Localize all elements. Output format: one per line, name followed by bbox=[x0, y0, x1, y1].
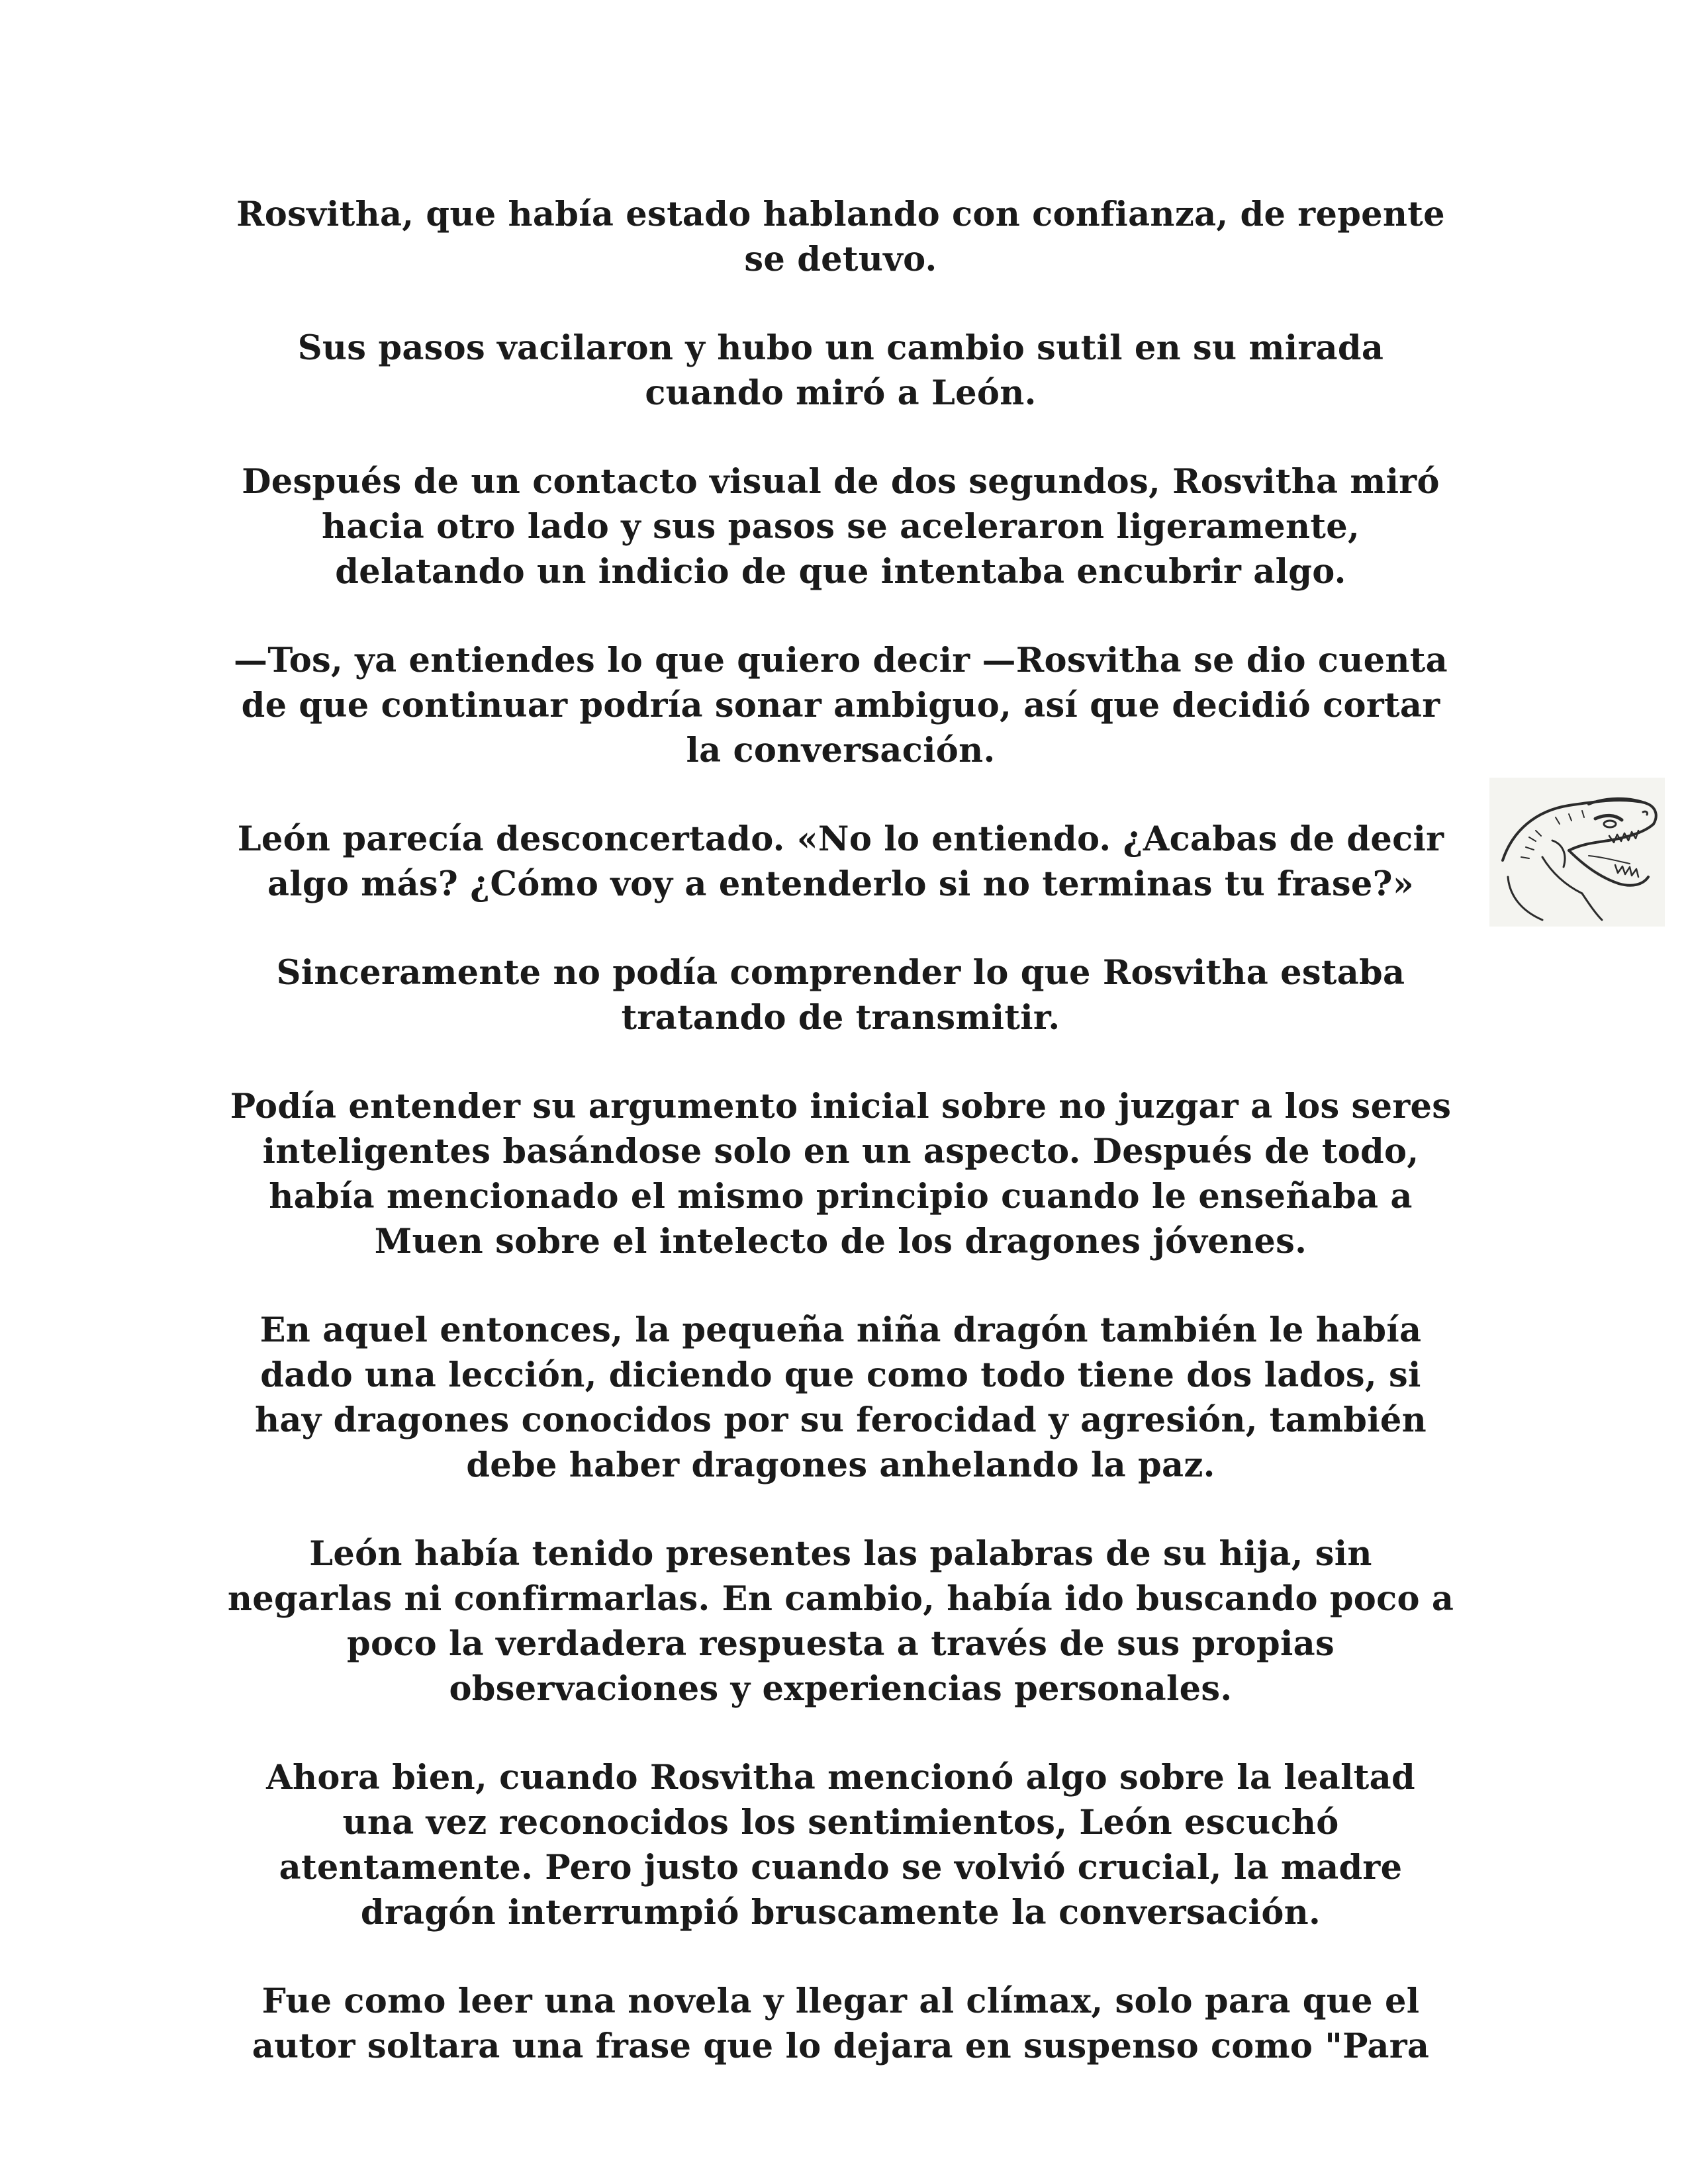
dragon-head-sketch-icon bbox=[1489, 778, 1665, 927]
paragraph-11: Fue como leer una novela y llegar al clímax, solo para que el autor soltara una frase que lo dejara en suspenso como "Para bbox=[252, 1981, 1430, 2066]
paragraph-1: Rosvitha, que había estado hablando con confianza, de repente se detuvo. bbox=[236, 195, 1445, 279]
document-body bbox=[225, 192, 1456, 2113]
paragraph-9: León había tenido presentes las palabras de su hija, sin negarlas ni confirmarlas. En cambio, había ido buscando poco a poco la verdadera respuesta a través de sus propias observaciones y experiencias personales. bbox=[227, 1534, 1454, 1709]
paragraph-10: Ahora bien, cuando Rosvitha mencionó algo sobre la lealtad una vez reconocidos los sentimientos, León escuchó atentamente. Pero justo cuando se volvió crucial, la madre dragón interrumpió bruscamente la conversación. bbox=[266, 1758, 1415, 1933]
paragraph-6: Sinceramente no podía comprender lo que Rosvitha estaba tratando de transmitir. bbox=[276, 953, 1405, 1038]
paragraph-5: León parecía desconcertado. «No lo entiendo. ¿Acabas de decir algo más? ¿Cómo voy a entenderlo si no terminas tu frase?» bbox=[237, 819, 1444, 904]
paragraph-8: En aquel entonces, la pequeña niña dragón también le había dado una lección, diciendo que como todo tiene dos lados, si hay dragones conocidos por su ferocidad y agresión, también debe haber dragones anhelando la paz. bbox=[254, 1310, 1427, 1485]
paragraph-3: Después de un contacto visual de dos segundos, Rosvitha miró hacia otro lado y sus pasos se aceleraron ligeramente, delatando un indicio de que intentaba encubrir algo. bbox=[242, 462, 1440, 592]
paragraph-7: Podía entender su argumento inicial sobre no juzgar a los seres inteligentes basándose solo en un aspecto. Después de todo, había mencionado el mismo principio cuando le enseñaba a Muen sobre el intelecto de los dragones jóvenes. bbox=[230, 1087, 1452, 1261]
paragraph-2: Sus pasos vacilaron y hubo un cambio sutil en su mirada cuando miró a León. bbox=[297, 328, 1384, 413]
paragraph-4: —Tos, ya entiendes lo que quiero decir —Rosvitha se dio cuenta de que continuar podría sonar ambiguo, así que decidió cortar la conversación. bbox=[234, 641, 1448, 770]
